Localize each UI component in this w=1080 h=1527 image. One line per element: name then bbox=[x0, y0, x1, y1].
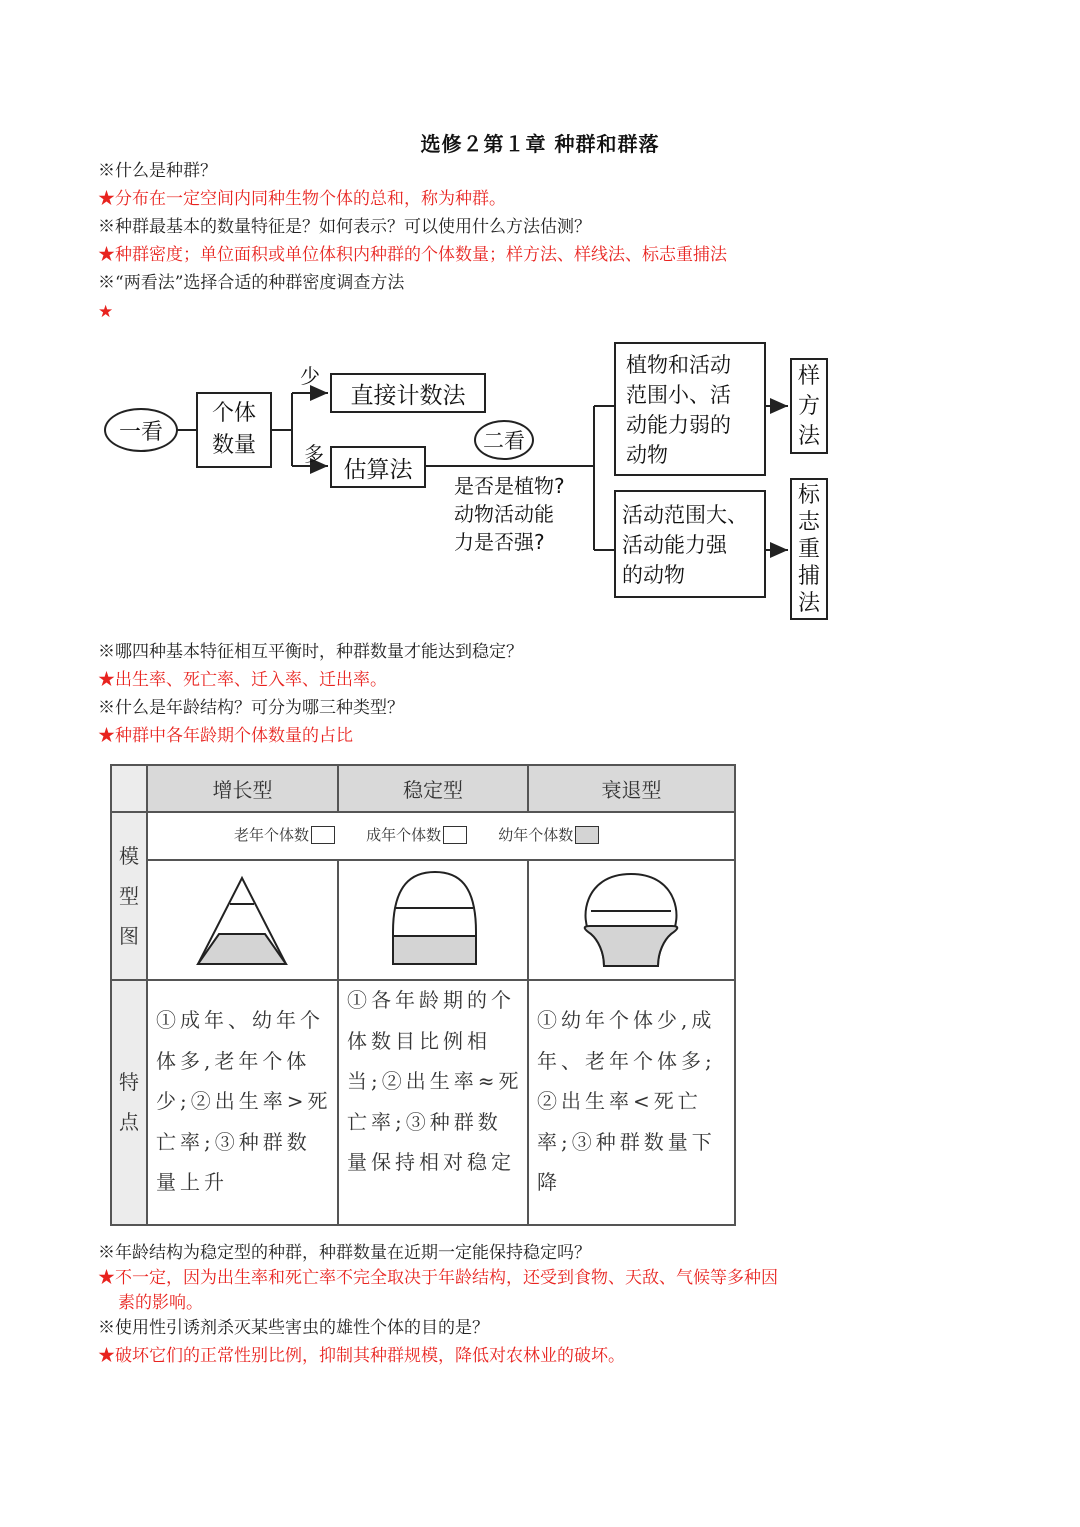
legend-elderly-label: 老年个体数 bbox=[234, 826, 310, 844]
question-stable-type-stability: ※年龄结构为稳定型的种群，种群数量在近期一定能保持稳定吗？ bbox=[98, 1243, 591, 1263]
many-label: 多 bbox=[304, 442, 324, 466]
header-declining-type: 衰退型 bbox=[601, 778, 662, 802]
small-range-box bbox=[614, 342, 766, 476]
large-range-line: 活动能力强 bbox=[622, 533, 727, 557]
question-criteria bbox=[454, 472, 565, 556]
individual-count-box bbox=[196, 392, 272, 468]
answer-basic-quantity-feature: ★种群密度；单位面积或单位体积内种群的个体数量；样方法、样线法、标志重捕法 bbox=[98, 245, 727, 265]
legend-elderly bbox=[234, 824, 335, 845]
question-criteria-line: 动物活动能 bbox=[454, 502, 554, 526]
question-four-basic-features: ※哪四种基本特征相互平衡时，种群数量才能达到稳定？ bbox=[98, 642, 523, 662]
increasing-age-pyramid bbox=[198, 878, 286, 964]
small-range-line: 植物和活动 bbox=[626, 353, 731, 377]
question-age-structure: ※什么是年龄结构？可分为哪三种类型？ bbox=[98, 698, 404, 718]
answer-four-basic-features: ★出生率、死亡率、迁入率、迁出率。 bbox=[98, 670, 387, 690]
estimation-label: 估算法 bbox=[343, 456, 413, 483]
answer-stable-type-stability-line1: ★不一定，因为出生率和死亡率不完全取决于年龄结构，还受到食物、天敌、气候等多种因 bbox=[98, 1268, 778, 1288]
answer-stable-type-stability-line2: 素的影响。 bbox=[118, 1293, 203, 1313]
features-increasing: ①成年、幼年个体多,老年个体少;②出生率>死亡率;③种群数量上升 bbox=[156, 1008, 332, 1194]
direct-count-label: 直接计数法 bbox=[350, 382, 466, 409]
question-criteria-line: 是否是植物? bbox=[454, 474, 565, 498]
two-look-flowchart bbox=[96, 338, 856, 628]
question-two-look-method: ※“两看法”选择合适的种群密度调查方法 bbox=[98, 273, 405, 293]
second-look-label: 二看 bbox=[483, 429, 525, 453]
question-basic-quantity-feature: ※种群最基本的数量特征是？如何表示？可以使用什么方法估测？ bbox=[98, 217, 591, 237]
direct-count-box bbox=[330, 373, 486, 413]
answer-two-look-method-star: ★ bbox=[98, 302, 114, 322]
header-stable-type: 稳定型 bbox=[403, 778, 463, 802]
features-stable: ①各年龄期的个体数目比例相当;②出生率≈死亡率;③种群数量保持相对稳定 bbox=[347, 988, 523, 1174]
stable-age-bell bbox=[393, 872, 476, 964]
legend-elderly-swatch bbox=[311, 826, 335, 844]
legend-row bbox=[234, 824, 734, 852]
large-range-line: 活动范围大、 bbox=[622, 503, 748, 527]
legend-youth-label: 幼年个体数 bbox=[498, 826, 574, 844]
legend-adult-swatch bbox=[443, 826, 467, 844]
declining-age-urn bbox=[585, 874, 678, 966]
legend-adult bbox=[366, 824, 467, 845]
large-range-line: 的动物 bbox=[622, 563, 685, 587]
first-look-label: 一看 bbox=[118, 419, 163, 445]
age-structure-table bbox=[110, 764, 736, 1226]
legend-adult-label: 成年个体数 bbox=[366, 826, 442, 844]
answer-what-is-population: ★分布在一定空间内同种生物个体的总和，称为种群。 bbox=[98, 189, 506, 209]
large-range-box bbox=[614, 490, 766, 598]
question-what-is-population: ※什么是种群？ bbox=[98, 161, 217, 181]
individual-count-label: 个体数量 bbox=[211, 401, 256, 458]
features-declining: ①幼年个体少,成年、老年个体多;②出生率<死亡率;③种群数量下降 bbox=[537, 1008, 716, 1194]
small-range-line: 动能力弱的 bbox=[626, 413, 731, 437]
mark-recapture-box bbox=[790, 478, 828, 620]
answer-age-structure: ★种群中各年龄期个体数量的占比 bbox=[98, 726, 353, 746]
first-look-oval bbox=[104, 408, 178, 452]
legend-youth bbox=[498, 824, 599, 845]
small-range-line: 范围小、活 bbox=[626, 383, 731, 407]
quadrat-method-label: 样方法 bbox=[797, 364, 820, 449]
header-increasing-type: 增长型 bbox=[212, 778, 273, 802]
estimation-box bbox=[330, 446, 426, 488]
second-look-oval bbox=[474, 420, 534, 460]
mark-recapture-label: 标志重捕法 bbox=[797, 483, 820, 616]
few-label: 少 bbox=[300, 364, 320, 388]
quadrat-method-box bbox=[790, 358, 828, 454]
answer-sex-attractant-purpose: ★破坏它们的正常性别比例，抑制其种群规模，降低对农林业的破坏。 bbox=[98, 1346, 625, 1366]
legend-youth-swatch bbox=[575, 826, 599, 844]
small-range-line: 动物 bbox=[626, 443, 668, 467]
question-sex-attractant-purpose: ※使用性引诱剂杀灭某些害虫的雄性个体的目的是？ bbox=[98, 1318, 489, 1338]
page-title: 选修２第１章 种群和群落 bbox=[420, 132, 660, 156]
question-criteria-line: 力是否强? bbox=[454, 530, 545, 554]
row-label-model: 模型图 bbox=[119, 844, 139, 948]
row-label-features: 特点 bbox=[119, 1070, 139, 1134]
